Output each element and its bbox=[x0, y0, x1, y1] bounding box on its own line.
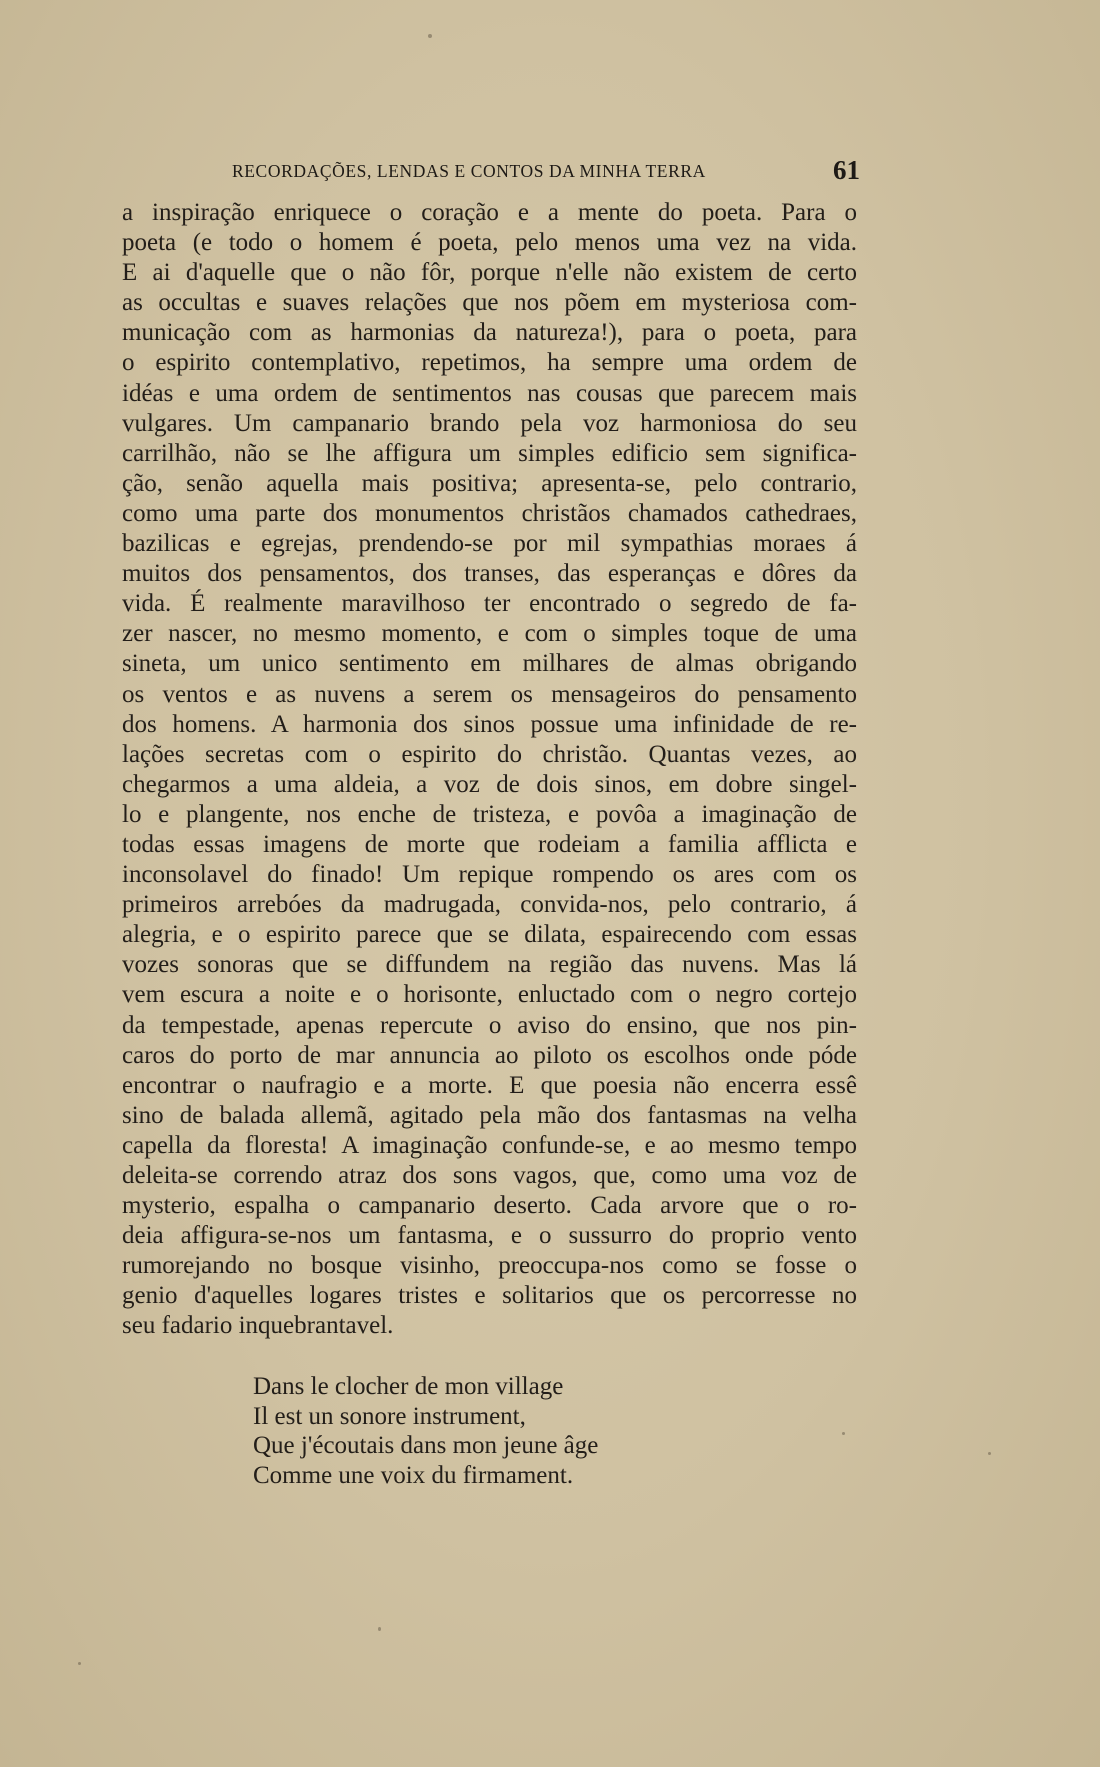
paper-speck bbox=[428, 34, 432, 38]
paper-speck bbox=[378, 1627, 381, 1631]
text-line: idéas e uma ordem de sentimentos nas cousas que parecem mais bbox=[122, 379, 857, 407]
text-line: sino de balada allemã, agitado pela mão dos fantasmas na velha bbox=[122, 1101, 857, 1129]
body-paragraph bbox=[122, 198, 857, 1342]
text-line: ção, senão aquella mais positiva; apresenta-se, pelo contrario, bbox=[122, 469, 857, 497]
text-line: da tempestade, apenas repercute o aviso do ensino, que nos pin- bbox=[122, 1011, 857, 1039]
text-line: deia affigura-se-nos um fantasma, e o sussurro do proprio vento bbox=[122, 1222, 857, 1250]
poem-quotation bbox=[253, 1372, 598, 1490]
text-line: vem escura a noite e o horisonte, enluctado com o negro cortejo bbox=[122, 981, 857, 1009]
poem-line: Que j'écoutais dans mon jeune âge bbox=[253, 1432, 599, 1459]
text-line: bazilicas e egrejas, prendendo-se por mil sympathias moraes á bbox=[122, 530, 857, 558]
poem-line: Dans le clocher de mon village bbox=[253, 1373, 564, 1400]
text-line: E ai d'aquelle que o não fôr, porque n'elle não existem de certo bbox=[122, 259, 857, 287]
text-line: genio d'aquelles logares tristes e solitarios que os percorresse no bbox=[122, 1282, 857, 1310]
poem-line: Comme une voix du firmament. bbox=[253, 1461, 574, 1489]
text-line: muitos dos pensamentos, dos transes, das esperanças e dôres da bbox=[122, 560, 857, 588]
running-title: RECORDAÇÕES, LENDAS E CONTOS DA MINHA TERRA bbox=[232, 161, 706, 181]
text-line: capella da floresta! A imaginação confunde-se, e ao mesmo tempo bbox=[122, 1131, 857, 1159]
text-line: deleita-se correndo atraz dos sons vagos, que, como uma voz de bbox=[122, 1162, 857, 1189]
text-line: seu fadario inquebrantavel. bbox=[122, 1312, 394, 1340]
text-line: zer nascer, no mesmo momento, e com o simples toque de uma bbox=[122, 620, 857, 648]
page-header bbox=[232, 155, 864, 191]
text-line: carrilhão, não se lhe affigura um simples edificio sem significa- bbox=[122, 439, 857, 467]
text-line: lações secretas com o espirito do christão. Quantas vezes, ao bbox=[122, 740, 857, 768]
text-line: lo e plangente, nos enche de tristeza, e povôa a imaginação de bbox=[122, 800, 857, 828]
text-line: caros do porto de mar annuncia ao piloto os escolhos onde póde bbox=[122, 1041, 857, 1069]
text-line: inconsolavel do finado! Um repique rompendo os ares com os bbox=[122, 861, 857, 889]
text-line: o espirito contemplativo, repetimos, ha sempre uma ordem de bbox=[122, 349, 857, 377]
text-line: alegria, e o espirito parece que se dilata, espairecendo com essas bbox=[122, 921, 857, 949]
text-line: chegarmos a uma aldeia, a voz de dois sinos, em dobre singel- bbox=[122, 770, 857, 798]
text-line: como uma parte dos monumentos christãos chamados cathedraes, bbox=[122, 499, 857, 527]
text-line: vida. É realmente maravilhoso ter encontrado o segredo de fa- bbox=[122, 590, 857, 618]
text-line: encontrar o naufragio e a morte. E que poesia não encerra essê bbox=[122, 1071, 857, 1099]
text-line: poeta (e todo o homem é poeta, pelo menos uma vez na vida. bbox=[122, 229, 857, 257]
text-line: a inspiração enriquece o coração e a mente do poeta. Para o bbox=[122, 199, 857, 226]
text-line: os ventos e as nuvens a serem os mensageiros do pensamento bbox=[122, 680, 857, 708]
text-line: vulgares. Um campanario brando pela voz harmoniosa do seu bbox=[122, 409, 857, 437]
paper-speck bbox=[842, 1432, 845, 1435]
text-line: municação com as harmonias da natureza!), para o poeta, para bbox=[122, 319, 857, 347]
text-line: primeiros arrebóes da madrugada, convida-nos, pelo contrario, á bbox=[122, 891, 857, 919]
poem-line: Il est un sonore instrument, bbox=[253, 1402, 526, 1430]
text-line: todas essas imagens de morte que rodeiam a familia afflicta e bbox=[122, 830, 857, 858]
text-line: as occultas e suaves relações que nos põem em mysteriosa com- bbox=[122, 289, 857, 317]
text-line: rumorejando no bosque visinho, preoccupa-nos como se fosse o bbox=[122, 1252, 857, 1280]
paper-speck bbox=[78, 1662, 81, 1665]
page-number: 61 bbox=[833, 155, 860, 185]
text-line: mysterio, espalha o campanario deserto. Cada arvore que o ro- bbox=[122, 1192, 857, 1220]
text-line: sineta, um unico sentimento em milhares de almas obrigando bbox=[122, 650, 857, 678]
text-line: dos homens. A harmonia dos sinos possue uma infinidade de re- bbox=[122, 710, 857, 738]
paper-speck bbox=[988, 1452, 991, 1455]
text-line: vozes sonoras que se diffundem na região das nuvens. Mas lá bbox=[122, 951, 857, 979]
